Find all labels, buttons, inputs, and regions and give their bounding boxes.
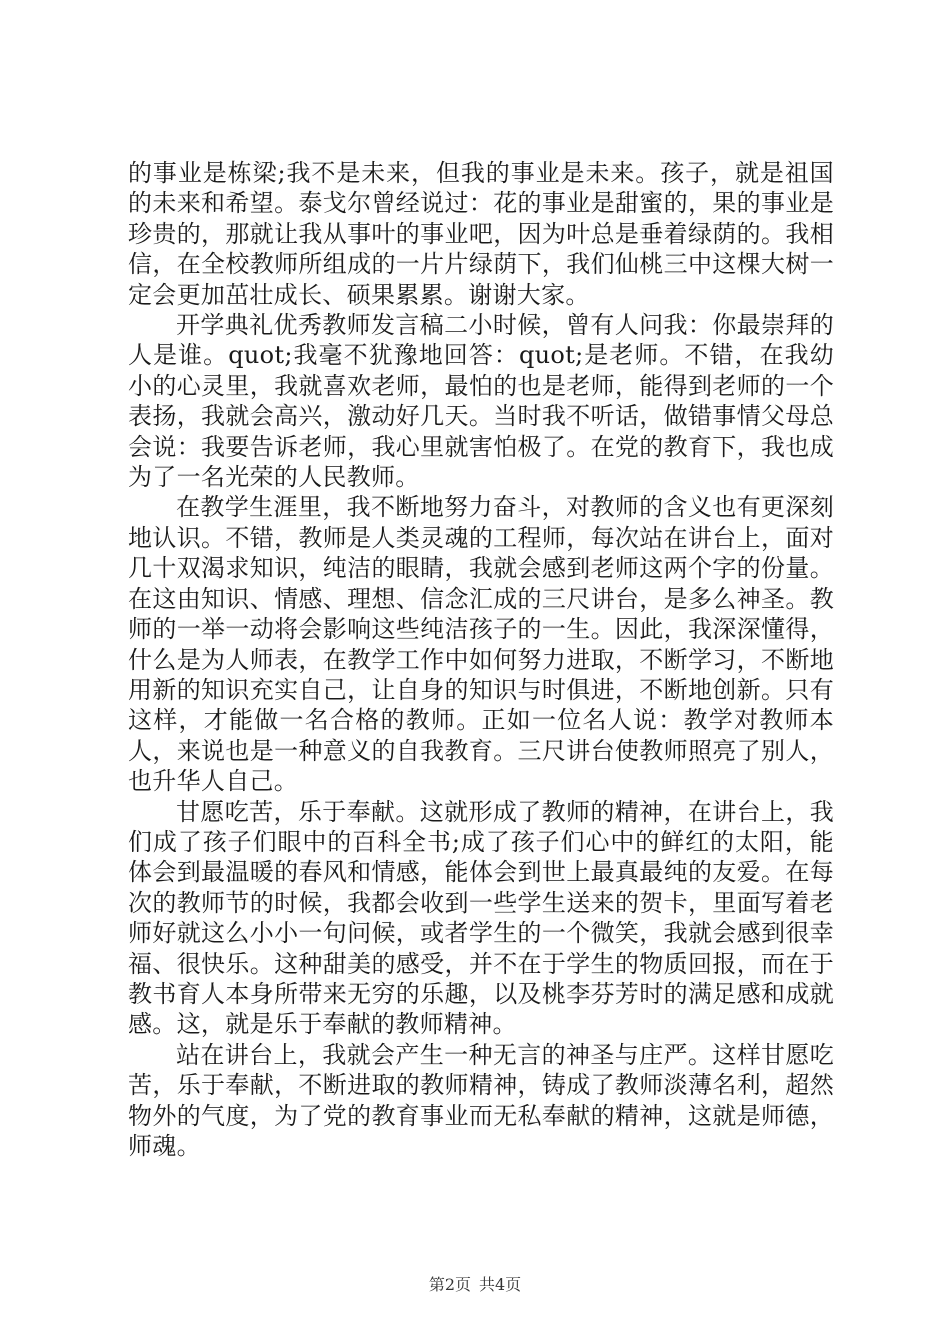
paragraph-5: 站在讲台上，我就会产生一种无言的神圣与庄严。这样甘愿吃苦，乐于奉献，不断进取的教师精神，铸成了教师淡薄名利，超然物外的气度，为了党的教育事业而无私奉献的精神，这就是师德，师魂。: [128, 1040, 834, 1160]
page-total: 共4页: [479, 1275, 522, 1294]
paragraph-1: 的事业是栋梁;我不是未来，但我的事业是未来。孩子，就是祖国的未来和希望。泰戈尔曾经说过：花的事业是甜蜜的，果的事业是珍贵的，那就让我从事叶的事业吧，因为叶总是垂着绿荫的。我相信，在全校教师所组成的一片片绿荫下，我们仙桃三中这棵大树一定会更加茁壮成长、硕果累累。谢谢大家。: [128, 159, 834, 309]
page-footer: [0, 1272, 950, 1295]
paragraph-3: 在教学生涯里，我不断地努力奋斗，对教师的含义也有更深刻地认识。不错，教师是人类灵魂的工程师，每次站在讲台上，面对几十双渴求知识，纯洁的眼睛，我就会感到老师这两个字的份量。在这由知识、情感、理想、信念汇成的三尺讲台，是多么神圣。教师的一举一动将会影响这些纯洁孩子的一生。因此，我深深懂得，什么是为人师表，在教学工作中如何努力进取，不断学习，不断地用新的知识充实自己，让自身的知识与时俱进，不断地创新。只有这样，才能做一名合格的教师。正如一位名人说：教学对教师本人，来说也是一种意义的自我教育。三尺讲台使教师照亮了别人，也升华人自己。: [128, 493, 834, 796]
paragraph-2: 开学典礼优秀教师发言稿二小时候，曾有人问我：你最崇拜的人是谁。quot;我毫不犹豫地回答：quot;是老师。不错，在我幼小的心灵里，我就喜欢老师，最怕的也是老师，能得到老师的一个表扬，我就会高兴，激动好几天。当时我不听话，做错事情父母总会说：我要告诉老师，我心里就害怕极了。在党的教育下，我也成为了一名光荣的人民教师。: [128, 311, 834, 492]
paragraph-4: 甘愿吃苦，乐于奉献。这就形成了教师的精神，在讲台上，我们成了孩子们眼中的百科全书;成了孩子们心中的鲜红的太阳，能体会到最温暖的春风和情感，能体会到世上最真最纯的友爱。在每次的教师节的时候，我都会收到一些学生送来的贺卡，里面写着老师好就这么小小一句问候，或者学生的一个微笑，我就会感到很幸福、很快乐。这种甜美的感受，并不在于学生的物质回报，而在于教书育人本身所带来无穷的乐趣，以及桃李芬芳时的满足感和成就感。这，就是乐于奉献的教师精神。: [128, 797, 834, 1039]
document-body: [128, 158, 834, 1161]
page-number: 第2页: [428, 1275, 471, 1294]
